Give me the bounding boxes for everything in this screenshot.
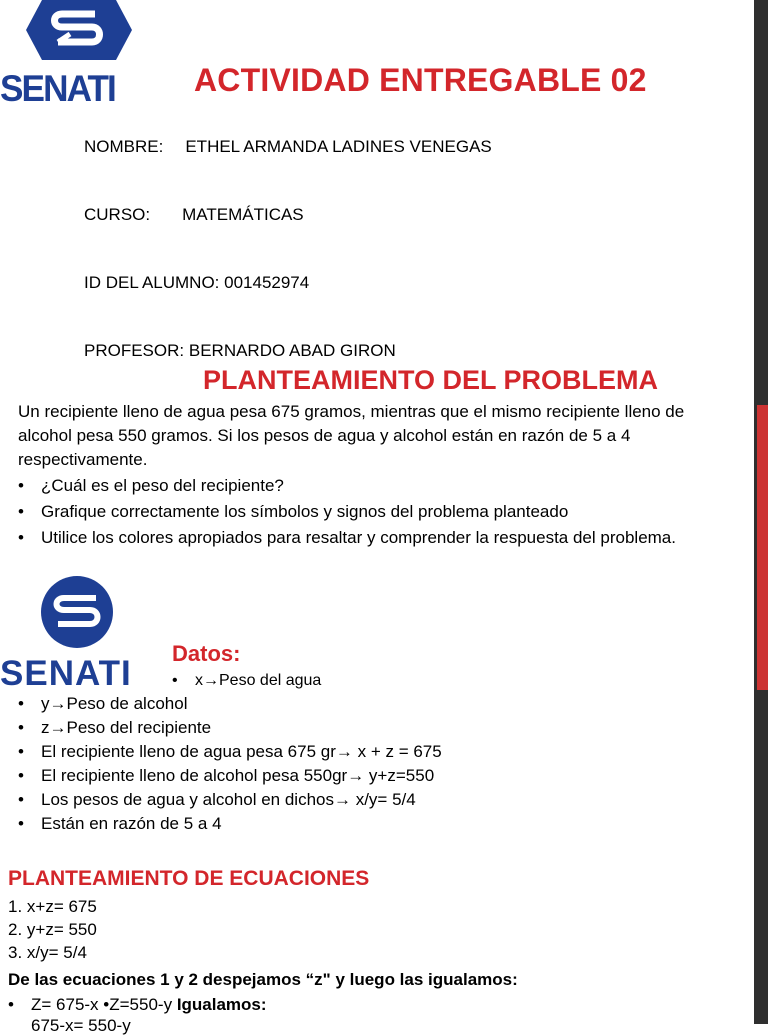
datos-list: [18, 692, 698, 836]
problem-paragraph: Un recipiente lleno de agua pesa 675 gramos, mientras que el mismo recipiente lleno de alcohol pesa 550 gramos. Si los pesos de agua y alcohol están en razón de 5 a 4 respectivamente.: [18, 402, 685, 469]
nombre-label: NOMBRE:: [84, 137, 164, 156]
profesor-row: [84, 341, 396, 361]
nombre-row: [84, 137, 492, 157]
datos-heading: Datos:: [172, 641, 241, 666]
despejamos-text: De las ecuaciones 1 y 2 despejamos “z" y luego las igualamos:: [8, 970, 518, 989]
list-item: 1. x+z= 675: [8, 897, 97, 916]
curso-row: [84, 205, 304, 225]
list-item: • x→Peso del agua: [172, 669, 472, 693]
senati-logo-top: [0, 0, 170, 110]
datos-first-item: [172, 669, 472, 693]
profesor-value: BERNARDO ABAD GIRON: [188, 341, 396, 360]
list-item: • Están en razón de 5 a 4: [18, 812, 698, 836]
list-item: • ¿Cuál es el peso del recipiente?: [18, 474, 708, 498]
id-alumno: ID DEL ALUMNO: 001452974: [84, 273, 310, 292]
list-item: 3. x/y= 5/4: [8, 943, 87, 962]
igualamos-list: [8, 993, 708, 1017]
ecuaciones-heading: PLANTEAMIENTO DE ECUACIONES: [8, 867, 370, 890]
igualamos-main: Z= 675-x •Z=550-y: [31, 995, 173, 1014]
problem-section: [18, 400, 708, 550]
list-item: • El recipiente lleno de agua pesa 675 gr→ x + z = 675: [18, 740, 698, 764]
list-item: • z→Peso del recipiente: [18, 716, 698, 740]
nombre-value: ETHEL ARMANDA LADINES VENEGAS: [185, 137, 492, 156]
senati-emblem-icon: [0, 574, 165, 650]
right-edge-accent: [757, 405, 768, 690]
cut-off-line: 675-x= 550-y: [31, 1016, 131, 1035]
list-item: • Utilice los colores apropiados para resaltar y comprender la respuesta del problema.: [18, 526, 708, 550]
curso-value: MATEMÁTICAS: [182, 205, 304, 224]
ecuaciones-list: [8, 895, 97, 964]
senati-logo-text: SENATI: [0, 68, 115, 109]
list-item: • y→Peso de alcohol: [18, 692, 698, 716]
list-item: [8, 993, 708, 1017]
senati-emblem-icon: [0, 0, 170, 68]
igualamos-label: Igualamos:: [176, 995, 267, 1014]
list-item: • El recipiente lleno de alcohol pesa 550gr→ y+z=550: [18, 764, 698, 788]
curso-label: CURSO:: [84, 205, 151, 224]
senati-logo-datos: [0, 574, 165, 694]
problem-heading: PLANTEAMIENTO DEL PROBLEMA: [203, 365, 659, 395]
list-item: • Grafique correctamente los símbolos y signos del problema planteado: [18, 500, 708, 524]
page-title: ACTIVIDAD ENTREGABLE 02: [194, 62, 647, 98]
profesor-label: PROFESOR:: [84, 341, 185, 360]
problem-bullets: [18, 474, 708, 550]
senati-logo-text: SENATI: [0, 654, 132, 693]
list-item: • Los pesos de agua y alcohol en dichos→ x/y= 5/4: [18, 788, 698, 812]
list-item: 2. y+z= 550: [8, 920, 97, 939]
